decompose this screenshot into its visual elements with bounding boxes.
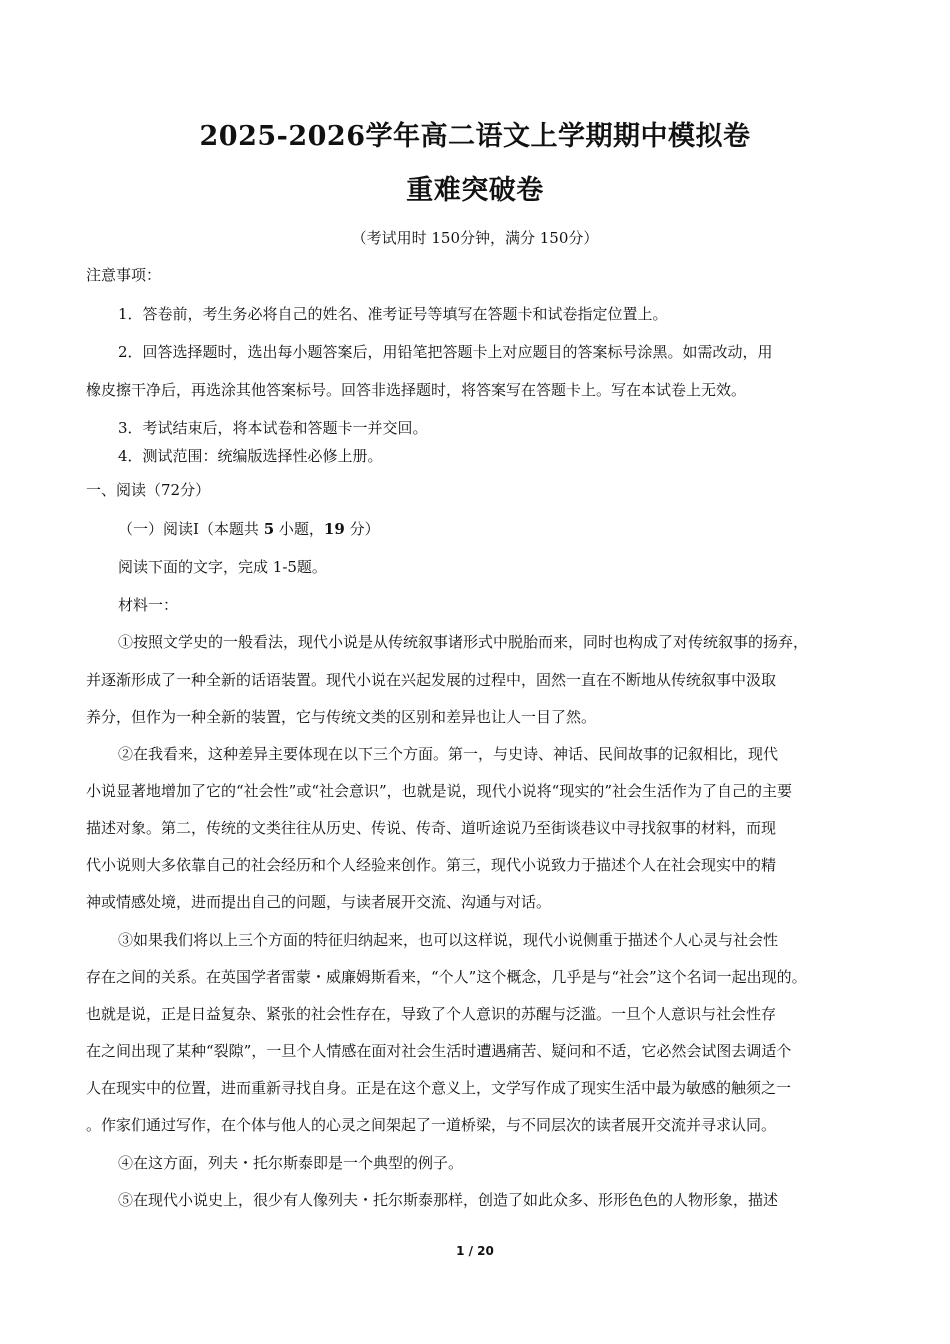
paragraph-line: ②在我看来，这种差异主要体现在以下三个方面。第一，与史诗、神话、民间故事的记叙相比，现代 <box>118 745 779 763</box>
paragraph-line: 。作家们通过写作，在个体与他人的心灵之间架起了一道桥梁，与不同层次的读者展开交流并寻求认同。 <box>86 1116 777 1134</box>
paragraph-line: 描述对象。第二，传统的文类往往从历史、传说、传奇、道听途说乃至街谈巷议中寻找叙事的材料，而现 <box>86 819 777 837</box>
note-2-line-2: 橡皮擦干净后，再选涂其他答案标号。回答非选择题时，将答案写在答题卡上。写在本试卷上无效。 <box>86 381 747 399</box>
paragraph-line: ③如果我们将以上三个方面的特征归纳起来，也可以这样说，现代小说侧重于描述个人心灵与社会性 <box>118 931 779 949</box>
paragraph-line: 也就是说，正是日益复杂、紧张的社会性存在，导致了个人意识的苏醒与泛滥。一旦个人意识与社会性存 <box>86 1005 777 1023</box>
paragraph-line: 在之间出现了某种“裂隙”，一旦个人情感在面对社会生活时遭遇痛苦、疑问和不适，它必然会试图去调适个 <box>86 1042 792 1060</box>
paragraph-line: ⑤在现代小说史上，很少有人像列夫・托尔斯泰那样，创造了如此众多、形形色色的人物形象，描述 <box>118 1191 779 1209</box>
paragraph-line: ①按照文学史的一般看法，现代小说是从传统叙事诸形式中脱胎而来，同时也构成了对传统叙事的扬弃， <box>118 633 809 651</box>
note-1: 1．答卷前，考生务必将自己的姓名、准考证号等填写在答题卡和试卷指定位置上。 <box>118 305 668 323</box>
paragraph-line: 神或情感处境，进而提出自己的问题，与读者展开交流、沟通与对话。 <box>86 893 552 911</box>
notes-heading: 注意事项： <box>86 266 162 284</box>
note-3: 3．考试结束后，将本试卷和答题卡一并交回。 <box>118 419 428 437</box>
section-title: 一、阅读（72分） <box>86 481 211 499</box>
material-label: 材料一： <box>118 596 179 614</box>
note-2-line-1: 2．回答选择题时，选出每小题答案后，用铅笔把答题卡上对应题目的答案标号涂黑。如需改动，用 <box>118 343 773 361</box>
exam-subtitle: 重难突破卷 <box>406 175 544 206</box>
exam-title: 2025-2026学年高二语文上学期期中模拟卷 <box>199 121 751 152</box>
paragraph-line: 代小说则大多依靠自己的社会经历和个人经验来创作。第三，现代小说致力于描述个人在社会现实中的精 <box>86 856 777 874</box>
paragraph-line: 小说显著地增加了它的“社会性”或“社会意识”，也就是说，现代小说将“现实的”社会生活作为了自己的主要 <box>86 782 793 800</box>
page-number: 1 / 20 <box>456 1244 494 1258</box>
paragraph-line: ④在这方面，列夫・托尔斯泰即是一个典型的例子。 <box>118 1154 464 1172</box>
paragraph-line: 养分，但作为一种全新的装置，它与传统文类的区别和差异也让人一目了然。 <box>86 708 597 726</box>
note-4: 4．测试范围：统编版选择性必修上册。 <box>118 447 383 465</box>
paragraph-line: 人在现实中的位置，进而重新寻找自身。正是在这个意义上，文学写作成了现实生活中最为敏感的触须之一 <box>86 1079 792 1097</box>
exam-info: （考试用时 150分钟，满分 150分） <box>351 229 599 247</box>
reading-instruction: 阅读下面的文字，完成 1-5题。 <box>118 558 327 576</box>
paragraph-line: 存在之间的关系。在英国学者雷蒙・威廉姆斯看来，“个人”这个概念，几乎是与“社会”这个名词一起出现的。 <box>86 968 807 986</box>
paragraph-line: 并逐渐形成了一种全新的话语装置。现代小说在兴起发展的过程中，固然一直在不断地从传统叙事中汲取 <box>86 671 777 689</box>
subsection-title: （一）阅读Ⅰ（本题共 5 小题，19 分） <box>118 520 380 538</box>
